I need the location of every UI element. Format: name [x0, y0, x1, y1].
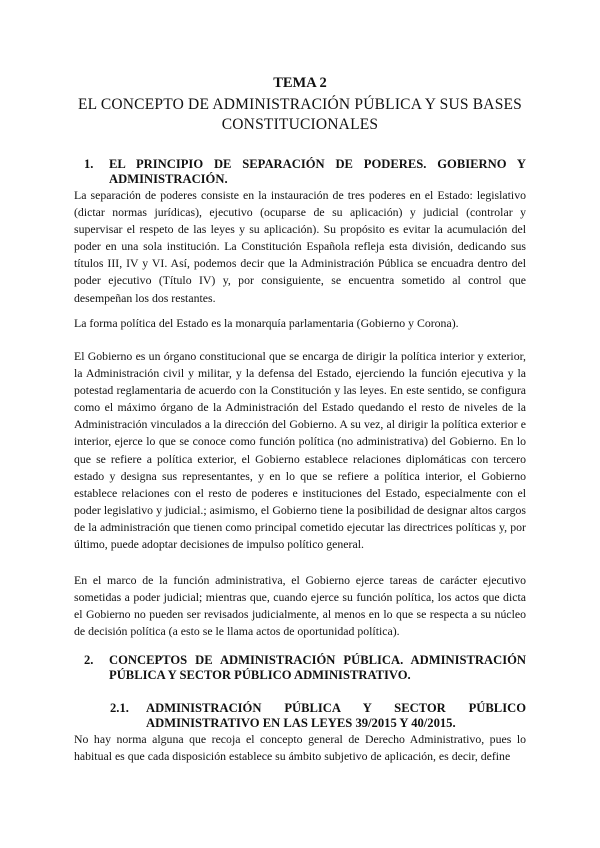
page-title: EL CONCEPTO DE ADMINISTRACIÓN PÚBLICA Y SUS BASES CONSTITUCIONALES — [78, 96, 522, 133]
section-2-1-heading — [110, 701, 526, 731]
paragraph-political-form: La forma política del Estado es la monarquía parlamentaria (Gobierno y Corona). — [74, 316, 459, 330]
section-1-number: 1. — [84, 157, 94, 171]
section-2-1-title: ADMINISTRACIÓN PÚBLICA Y SECTOR PÚBLICO ADMINISTRATIVO EN LAS LEYES 39/2015 Y 40/2015. — [146, 701, 526, 730]
paragraph-separation-of-powers: La separación de poderes consiste en la instauración de tres poderes en el Estado: legislativo (dictar normas jurídicas), ejecutivo (ocuparse de su aplicación) y judicial (controlar y supervisar el respeto de las leyes y su aplicación). Su propósito es evitar la acumulación del poder en una sola institución. La Constitución Española refleja esta división, dedicando sus títulos III, IV y VI. Así, podemos decir que la Administración Pública se encuadra dentro del poder ejecutivo (Título IV) y, por consiguiente, se encuentra sometido al control que desempeñan los dos restantes. — [74, 188, 526, 305]
paragraph-government: El Gobierno es un órgano constitucional que se encarga de dirigir la política interior y exterior, la Administración civil y militar, y la defensa del Estado, ejerciendo la función ejecutiva y la potestad reglamentaria de acuerdo con la Constitución y las leyes. En este sentido, se configura como el máximo órgano de la Administración del Estado quedando el resto de niveles de la Administración vinculados a la dirección del Gobierno. A su vez, al dirigir la política exterior e interior, ejerce lo que se conoce como función política (no administrativa) del Gobierno. En lo que se refiere a política exterior, el Gobierno establece relaciones diplomáticas con tercero estado y designa sus representantes, y en lo que se refiere a política interior, el Gobierno establece relaciones con el resto de poderes e instituciones del Estado, especialmente con el poder legislativo y judicial.; asimismo, el Gobierno tiene la posibilidad de designar altos cargos de la administración que tienen como principal cometido ejecutar las directrices políticas y, por último, puede adoptar decisiones de impulso político general. — [74, 349, 526, 552]
section-2-1-number: 2.1. — [110, 701, 129, 715]
section-2-heading — [84, 653, 526, 683]
section-2-number: 2. — [84, 653, 94, 667]
paragraph-administrative-function: En el marco de la función administrativa, el Gobierno ejerce tareas de carácter ejecutivo sometidas a poder judicial; mientras que, cuando ejerce su función política, los actos que dicta el Gobierno no pueden ser revisados judicialmente, al menos en lo que se respecta a su núcleo de decisión política (a esto se le llama actos de oportunidad política). — [74, 573, 526, 639]
section-1-heading — [84, 157, 526, 187]
section-2-title: CONCEPTOS DE ADMINISTRACIÓN PÚBLICA. ADMINISTRACIÓN PÚBLICA Y SECTOR PÚBLICO ADMINISTRATIVO. — [109, 653, 526, 682]
chapter-label: TEMA 2 — [273, 75, 327, 91]
section-1-title: EL PRINCIPIO DE SEPARACIÓN DE PODERES. GOBIERNO Y ADMINISTRACIÓN. — [109, 157, 526, 186]
paragraph-administrative-law: No hay norma alguna que recoja el concepto general de Derecho Administrativo, pues lo habitual es que cada disposición establece su ámbito subjetivo de aplicación, es decir, define — [74, 732, 526, 764]
